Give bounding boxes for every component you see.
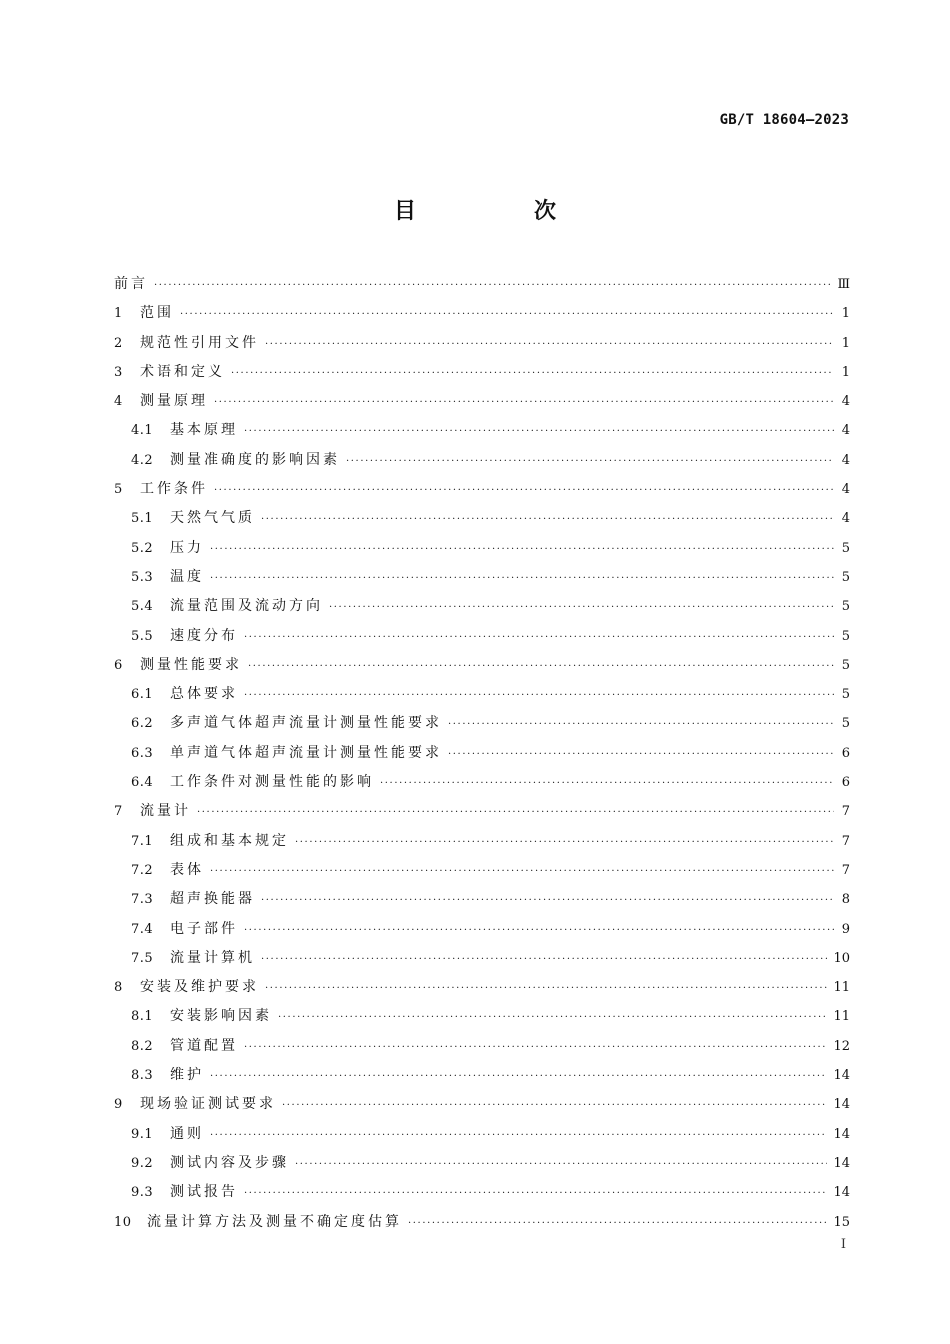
toc-entry-label: 测量性能要求 [140,656,242,673]
toc-entry-label: 测量准确度的影响因素 [170,451,340,468]
toc-entry-page: 14 [833,1126,850,1142]
toc-entry-number: 9.1 [131,1126,154,1142]
toc-entry-number: 4.1 [131,423,154,439]
dot-leader [210,535,834,564]
dot-leader [210,1062,827,1091]
toc-entry-page: 5 [841,687,850,703]
toc-entry-page: 4 [841,511,850,527]
dot-leader [244,417,834,446]
toc-entry[interactable] [114,504,850,533]
toc-entry-label: 压力 [170,539,204,556]
toc-entry-label: 范围 [140,305,174,322]
toc-entry-page: 5 [841,540,850,556]
standard-code: GB/T 18604—2023 [719,112,849,128]
toc-entry[interactable] [114,768,850,797]
toc-entry-page: 5 [841,569,850,585]
toc-entry-label: 维护 [170,1067,204,1084]
dot-leader [265,330,834,359]
toc-entry[interactable] [114,416,850,445]
toc-entry-label: 现场验证测试要求 [140,1096,276,1113]
toc-entry-number: 4 [114,394,123,410]
toc-entry[interactable] [114,270,850,299]
dot-leader [448,710,834,739]
toc-entry-label: 测试报告 [170,1184,238,1201]
dot-leader [244,623,834,652]
toc-entry-page: 1 [841,335,850,351]
toc-entry[interactable] [114,475,850,504]
toc-entry-number: 6.1 [131,687,154,703]
toc-entry-number: 9.3 [131,1185,154,1201]
toc-entry-page: 5 [841,716,850,732]
toc-entry-label: 流量计 [140,803,191,820]
toc-entry-number: 6.4 [131,775,154,791]
dot-leader [329,593,834,622]
toc-entry[interactable] [114,592,850,621]
toc-entry-label: 表体 [170,861,204,878]
toc-entry-label: 测试内容及步骤 [170,1154,289,1171]
toc-entry-page: 4 [841,423,850,439]
toc-entry-page: 10 [833,950,850,966]
toc-entry-number: 5.2 [131,540,154,556]
toc-entry-number: 5.5 [131,628,154,644]
table-of-contents [114,270,850,1237]
toc-entry[interactable] [114,446,850,475]
toc-entry-page: 6 [841,745,850,761]
toc-entry-page: 7 [841,804,850,820]
toc-entry-number: 5.4 [131,599,154,615]
toc-entry-label: 总体要求 [170,686,238,703]
toc-entry-page: 1 [841,364,850,380]
toc-entry-label: 通则 [170,1125,204,1142]
toc-entry[interactable] [114,1061,850,1090]
dot-leader [214,388,834,417]
toc-entry[interactable] [114,944,850,973]
toc-entry-number: 5 [114,482,123,498]
toc-entry[interactable] [114,915,850,944]
dot-leader [261,945,827,974]
toc-entry[interactable] [114,856,850,885]
page-title: 目 次 [393,199,604,224]
toc-entry-page: 15 [833,1214,850,1230]
toc-entry[interactable] [114,1178,850,1207]
toc-entry-number: 5.1 [131,511,154,527]
toc-entry-label: 温度 [170,568,204,585]
toc-entry[interactable] [114,1149,850,1178]
dot-leader [210,857,834,886]
toc-entry[interactable] [114,651,850,680]
toc-entry-number: 8 [114,980,123,996]
dot-leader [265,974,827,1003]
toc-entry[interactable] [114,563,850,592]
toc-entry-page: 6 [841,775,850,791]
toc-entry-page: 14 [833,1155,850,1171]
dot-leader [197,798,834,827]
toc-entry-number: 4.2 [131,452,154,468]
toc-entry-number: 7.3 [131,892,154,908]
toc-entry-label: 安装及维护要求 [140,979,259,996]
toc-entry[interactable] [114,1090,850,1119]
toc-entry[interactable] [114,680,850,709]
toc-entry-label: 基本原理 [170,422,238,439]
dot-leader [261,886,834,915]
toc-entry-label: 电子部件 [170,920,238,937]
toc-entry-label: 工作条件对测量性能的影响 [170,774,374,791]
toc-entry[interactable] [114,797,850,826]
dot-leader [244,916,834,945]
toc-entry-number: 6 [114,657,123,673]
toc-entry-number: 6.3 [131,745,154,761]
toc-entry-page: 4 [841,394,850,410]
toc-entry-page: 7 [841,862,850,878]
toc-entry-page: 11 [833,980,850,996]
dot-leader [154,271,831,300]
toc-entry-page: 14 [833,1185,850,1201]
toc-entry[interactable] [114,885,850,914]
dot-leader [295,828,834,857]
dot-leader [380,769,834,798]
toc-entry-number: 9 [114,1097,123,1113]
toc-entry[interactable] [114,299,850,328]
dot-leader [210,564,834,593]
toc-entry-number: 8.3 [131,1068,154,1084]
toc-entry[interactable] [114,1032,850,1061]
toc-entry-label: 流量计算机 [170,949,255,966]
dot-leader [214,476,834,505]
toc-entry-page: 5 [841,628,850,644]
toc-entry-page: 4 [841,482,850,498]
dot-leader [282,1091,827,1120]
toc-entry-number: 2 [114,335,123,351]
toc-entry[interactable] [114,973,850,1002]
toc-entry-page: 5 [841,657,850,673]
toc-entry[interactable] [114,1120,850,1149]
dot-leader [244,1179,827,1208]
toc-entry-number: 7.4 [131,921,154,937]
page-number: Ⅰ [840,1237,846,1252]
dot-leader [408,1209,827,1238]
dot-leader [248,652,834,681]
toc-entry-label: 工作条件 [140,481,208,498]
toc-entry-number: 6.2 [131,716,154,732]
toc-entry-label: 单声道气体超声流量计测量性能要求 [170,744,442,761]
dot-leader [295,1150,827,1179]
dot-leader [180,300,834,329]
toc-entry-label: 管道配置 [170,1037,238,1054]
toc-entry[interactable] [114,709,850,738]
toc-entry-number: 9.2 [131,1155,154,1171]
dot-leader [210,1121,827,1150]
toc-entry-number: 1 [114,306,123,322]
toc-entry-number: 5.3 [131,569,154,585]
toc-entry-label: 测量原理 [140,393,208,410]
dot-leader [278,1003,827,1032]
toc-entry[interactable] [114,387,850,416]
toc-entry[interactable] [114,329,850,358]
toc-entry-label: 术语和定义 [140,363,225,380]
toc-entry-number: 3 [114,364,123,380]
toc-entry-label: 多声道气体超声流量计测量性能要求 [170,715,442,732]
toc-entry-number: 10 [114,1214,132,1230]
toc-entry-label: 天然气气质 [170,510,255,527]
toc-entry-label: 流量范围及流动方向 [170,598,323,615]
toc-entry-number: 7.1 [131,833,154,849]
dot-leader [261,505,834,534]
toc-entry[interactable] [114,827,850,856]
dot-leader [244,1033,827,1062]
toc-entry-page: 14 [833,1068,850,1084]
toc-entry-label: 安装影响因素 [170,1008,272,1025]
toc-entry-page: 1 [841,306,850,322]
toc-entry-label: 速度分布 [170,627,238,644]
toc-entry-label: 超声换能器 [170,891,255,908]
toc-entry-page: 9 [841,921,850,937]
toc-entry[interactable] [114,739,850,768]
toc-entry-label: 规范性引用文件 [140,334,259,351]
toc-entry-number: 7 [114,804,123,820]
toc-entry-label: 流量计算方法及测量不确定度估算 [147,1213,402,1230]
toc-entry[interactable] [114,1002,850,1031]
toc-entry-page: 11 [833,1009,850,1025]
dot-leader [346,447,834,476]
dot-leader [448,740,834,769]
dot-leader [244,681,834,710]
toc-entry-page: 12 [833,1038,850,1054]
toc-entry-page: 4 [841,452,850,468]
toc-entry-number: 8.1 [131,1009,154,1025]
toc-entry-page: 8 [841,892,850,908]
toc-entry-page: 14 [833,1097,850,1113]
toc-entry[interactable] [114,534,850,563]
toc-entry-number: 8.2 [131,1038,154,1054]
toc-entry-page: 5 [841,599,850,615]
toc-entry-page: 7 [841,833,850,849]
toc-entry-label: 前言 [114,276,148,292]
toc-entry[interactable] [114,358,850,387]
toc-entry-page: Ⅲ [837,277,850,292]
toc-entry-label: 组成和基本规定 [170,832,289,849]
toc-entry-number: 7.2 [131,862,154,878]
dot-leader [231,359,834,388]
toc-entry[interactable] [114,1208,850,1237]
toc-entry-number: 7.5 [131,950,154,966]
toc-entry[interactable] [114,622,850,651]
